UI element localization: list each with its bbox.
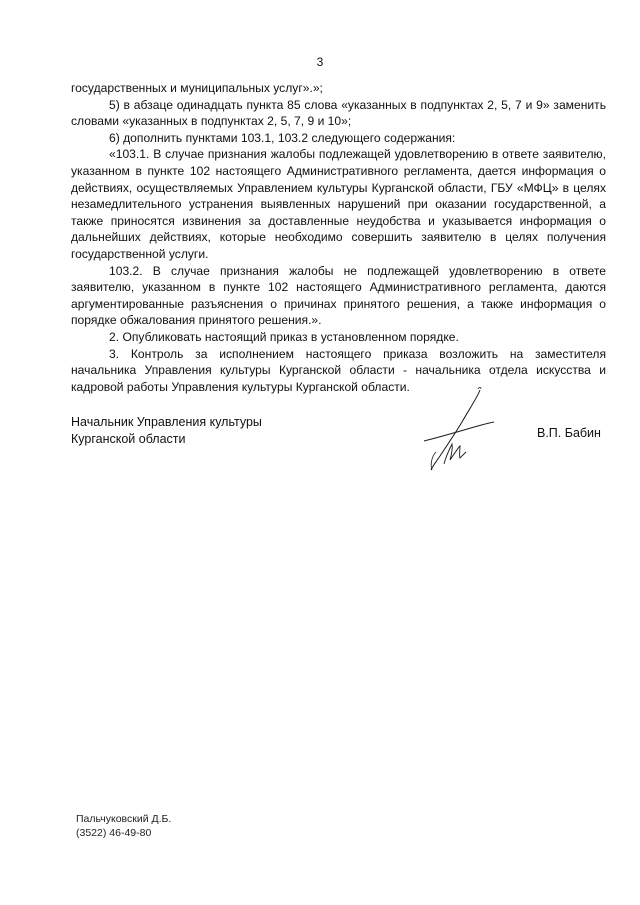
paragraph-103-2: 103.2. В случае признания жалобы не подлежащей удовлетворению в ответе заявителю, указанном в пункте 102 настоящего Административного регламента, даются аргументированные разъяснения о причинах принятого решения, а также информация о порядке обжалования принятого решения.». — [71, 263, 606, 328]
signatory-title-line-1: Начальник Управления культуры — [71, 415, 262, 429]
paragraph-order-3: 3. Контроль за исполнением настоящего приказа возложить на заместителя начальника Управления культуры Курганской области - начальника отдела искусства и кадровой работы Управления культуры Курганской области. — [71, 346, 606, 394]
signatory-title — [71, 414, 262, 448]
handwritten-signature — [418, 386, 498, 472]
paragraph-item-5: 5) в абзаце одинадцать пункта 85 слова «указанных в подпунктах 2, 5, 7 и 9» заменить словами «указанных в подпунктах 2, 5, 7, 9 и 10»; — [71, 97, 606, 129]
executor-footer — [76, 812, 171, 840]
executor-name: Пальчуковский Д.Б. — [76, 813, 172, 825]
signatory-title-line-2: Курганской области — [71, 432, 186, 446]
paragraph-item-6: 6) дополнить пунктами 103.1, 103.2 следующего содержания: — [109, 130, 456, 145]
paragraph-continuation: государственных и муниципальных услуг».»; — [71, 81, 323, 95]
page-number: 3 — [316, 55, 324, 69]
paragraph-103-1: «103.1. В случае признания жалобы подлежащей удовлетворению в ответе заявителю, указанном в пункте 102 настоящего Административного регламента, дается информация о действиях, осуществляемых Управлением культуры Курганской области, ГБУ «МФЦ» в целях незамедлительного устранения выявленных нарушений при оказании государственной, а также приносятся извинения за доставленные неудобства и указывается информация о дальнейших действиях, которые необходимо совершить заявителю в целях получения государственной услуги. — [71, 147, 606, 261]
signatory-name: В.П. Бабин — [537, 426, 601, 440]
document-body — [71, 80, 606, 395]
paragraph-order-2: 2. Опубликовать настоящий приказ в установленном порядке. — [109, 329, 459, 344]
executor-phone: (3522) 46-49-80 — [76, 827, 152, 839]
